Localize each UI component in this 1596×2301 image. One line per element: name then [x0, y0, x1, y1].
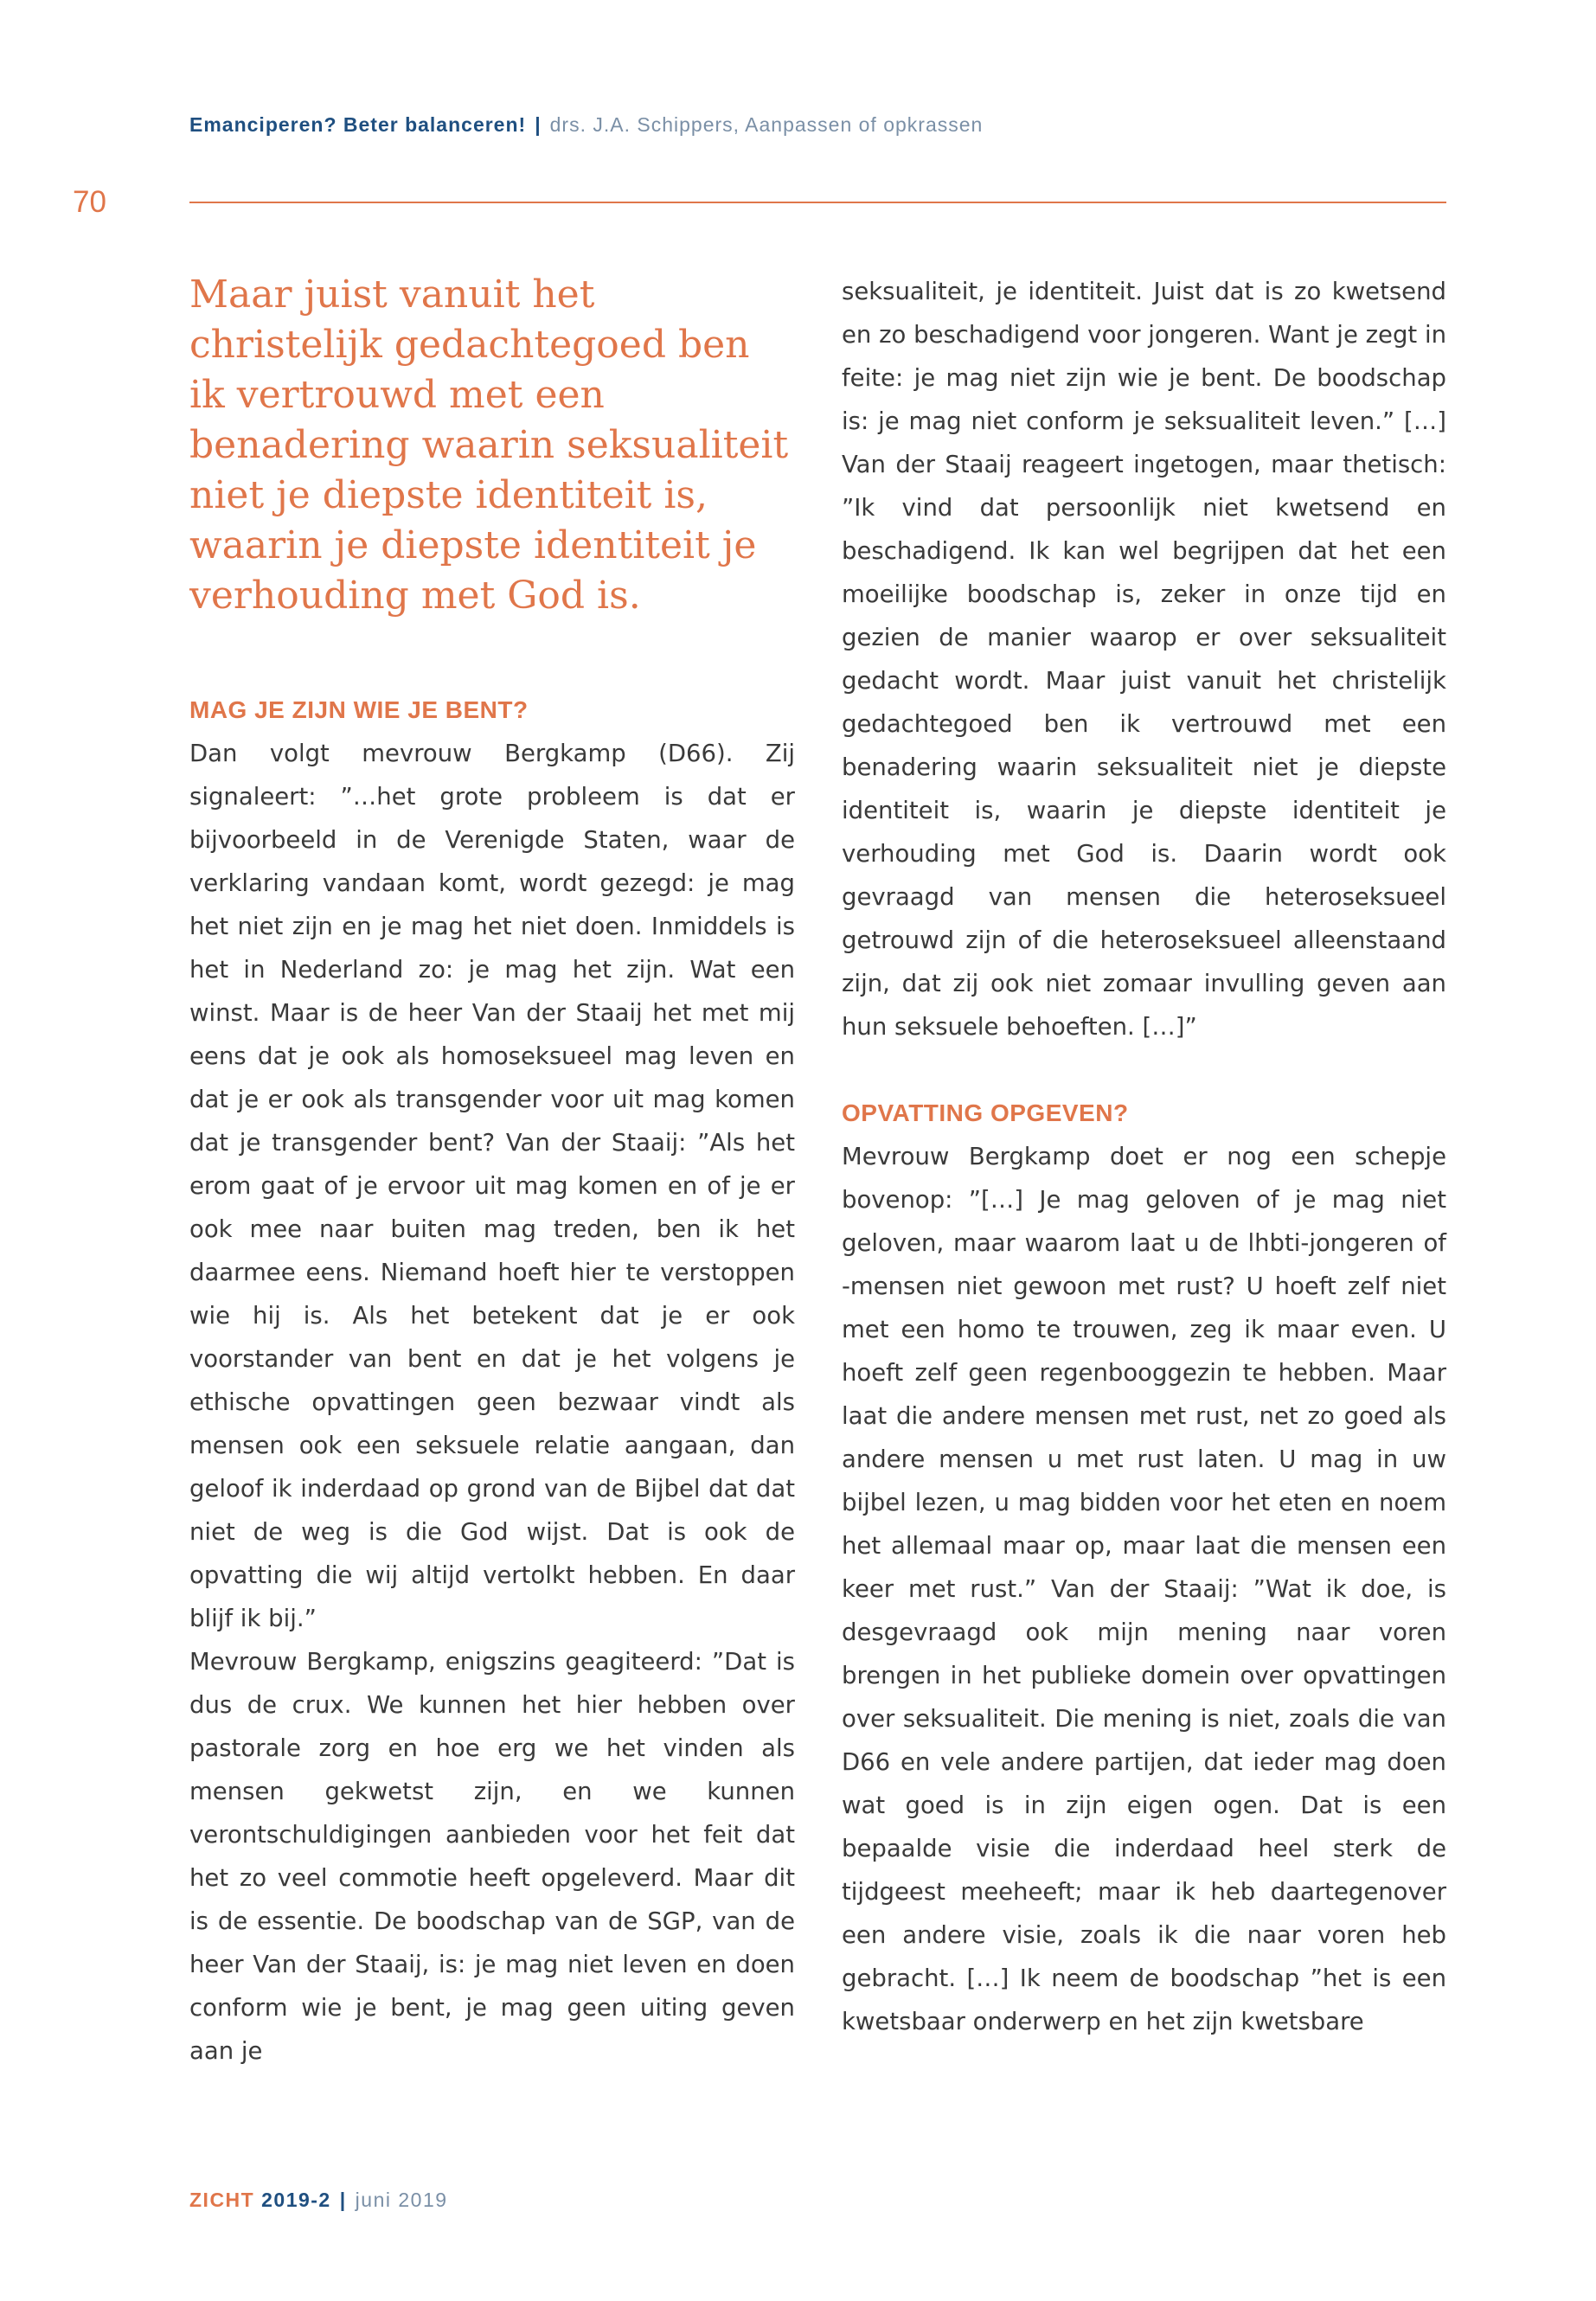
body-paragraph: Mevrouw Bergkamp doet er nog een schepje bovenop: ”[…] Je mag geloven of je mag niet geloven, maar waarom laat u de lhbti-jongeren of -mensen niet gewoon met rust? U hoeft zelf niet met een homo te trouwen, zeg ik maar even. U hoeft zelf geen regenbooggezin te hebben. Maar laat die andere mensen met rust, net zo goed als andere mensen u met rust laten. U mag in uw bijbel lezen, u mag bidden voor het eten en noem het allemaal maar op, maar laat die mensen een keer met rust.” Van der Staaij: ”Wat ik doe, is desgevraagd ook mijn mening naar voren brengen in het publieke domein over opvattingen over seksualiteit. Die mening is niet, zoals die van D66 en vele andere partijen, dat ieder mag doen wat goed is in zijn eigen ogen. Dat is een bepaalde visie die inderdaad heel sterk de tijdgeest meeheeft; maar ik heb daartegenover een andere visie, zoals ik die naar voren heb gebracht. […] Ik neem de boodschap ”het is een kwetsbaar onderwerp en het zijn kwetsbare: [842, 1143, 1446, 2035]
section-heading-opvatting-opgeven: OPVATTING OPGEVEN?: [842, 1099, 1129, 1126]
header-rule: [189, 202, 1446, 203]
body-paragraph: Mevrouw Bergkamp, enigszins geagiteerd: ”Dat is dus de crux. We kunnen het hier hebben over pastorale zorg en hoe erg we het vinden als mensen gekwetst zijn, en we kunnen verontschuldigingen aanbieden voor het feit dat het zo veel commotie heeft opgeleverd. Maar dit is de essentie. De boodschap van de SGP, van de heer Van der Staaij, is: je mag niet leven en doen conform wie je bent, je mag geen uiting geven aan je: [189, 1648, 795, 2065]
spacer: [842, 1048, 1446, 1092]
footer-separator: |: [339, 2189, 347, 2211]
body-paragraph: seksualiteit, je identiteit. Juist dat is zo kwetsend en zo beschadigend voor jongeren. Want je zegt in feite: je mag niet zijn wie je bent. De boodschap is: je mag niet conform je seksualiteit leven.” […] Van der Staaij reageert ingetogen, maar thetisch: ”Ik vind dat persoonlijk niet kwetsend en beschadigend. Ik kan wel begrijpen dat het een moeilijke boodschap is, zeker in onze tijd en gezien de manier waarop er over seksualiteit gedacht wordt. Maar juist vanuit het christelijk gedachtegoed ben ik vertrouwd met een benadering waarin seksualiteit niet je diepste identiteit is, waarin je diepste identiteit je verhouding met God is. Daarin wordt ook gevraagd van mensen die heteroseksueel getrouwd zijn of die heteroseksueel alleenstaand zijn, dat zij ook niet zomaar invulling geven aan hun seksuele behoeften. […]”: [842, 278, 1447, 1041]
footer-date: juni 2019: [355, 2189, 448, 2211]
spacer: [189, 621, 795, 689]
pullquote: Maar juist vanuit het christelijk gedachtegoed ben ik vertrouwd met een benadering waarin seksualiteit niet je diepste identiteit is, waarin je diepste identiteit je verhouding met God is.: [189, 272, 789, 618]
body-paragraph: Dan volgt mevrouw Bergkamp (D66). Zij signaleert: ”…het grote probleem is dat er bijvoorbeeld in de Verenigde Staten, waar de verklaring vandaan komt, wordt gezegd: je mag het niet zijn en je mag het niet doen. Inmiddels is het in Nederland zo: je mag het zijn. Wat een winst. Maar is de heer Van der Staaij het met mij eens dat je ook als homoseksueel mag leven en dat je er ook als transgender voor uit mag komen dat je transgender bent? Van der Staaij: ”Als het erom gaat of je ervoor uit mag komen en of je er ook mee naar buiten mag treden, ben ik het daarmee eens. Niemand hoeft hier te verstoppen wie hij is. Als het betekent dat je er ook voorstander van bent en dat je het volgens je ethische opvattingen geen bezwaar vindt als mensen ook een seksuele relatie aangaan, dan geloof ik inderdaad op grond van de Bijbel dat dat niet de weg is die God wijst. Dat is ook de opvatting die wij altijd vertolkt hebben. En daar blijf ik bij.”: [189, 740, 795, 1632]
running-footer: [189, 2189, 448, 2212]
page-number: 70: [73, 185, 106, 219]
footer-magazine: ZICHT: [189, 2189, 255, 2211]
header-author-line: drs. J.A. Schippers, Aanpassen of opkrassen: [549, 113, 984, 136]
section-heading-mag-je-zijn: MAG JE ZIJN WIE JE BENT?: [189, 696, 529, 723]
header-separator: |: [535, 113, 542, 136]
left-column: [189, 270, 795, 2073]
right-column: [842, 270, 1446, 2043]
footer-issue: 2019-2: [261, 2189, 331, 2211]
running-header: [189, 113, 983, 137]
header-title: Emanciperen? Beter balanceren!: [189, 113, 527, 136]
